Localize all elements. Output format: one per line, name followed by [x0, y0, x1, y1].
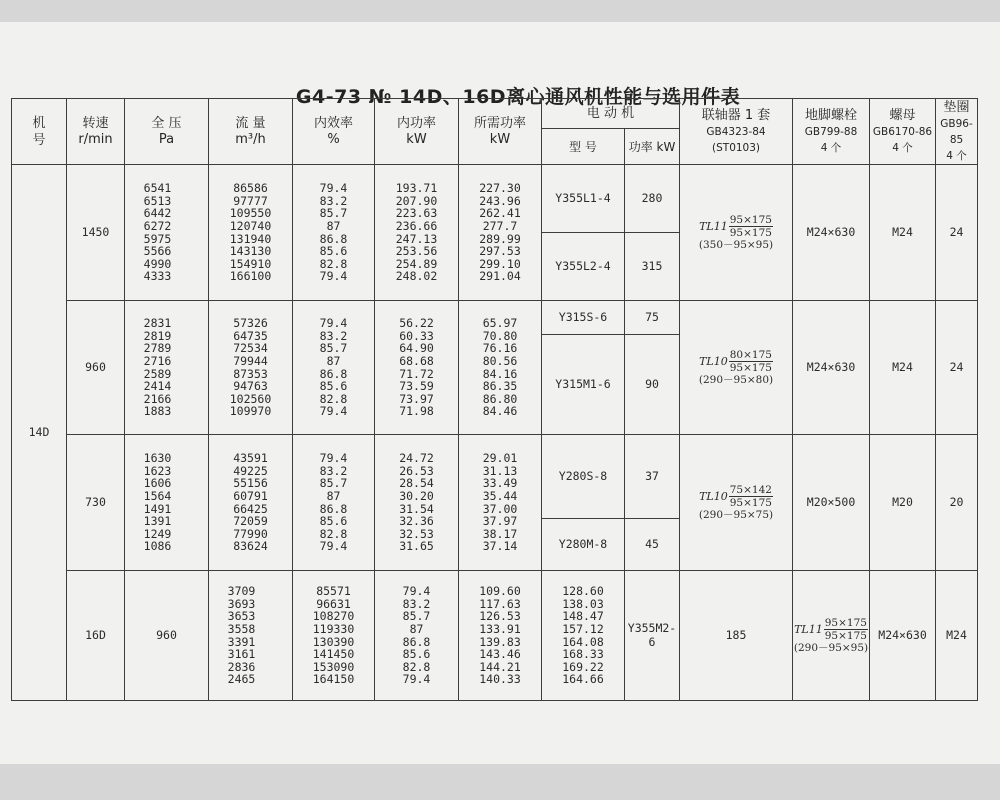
required-power-list	[459, 435, 542, 571]
list-value: 4990	[143, 256, 172, 271]
coupling-prefix: TL10	[699, 354, 728, 368]
table-row	[12, 165, 978, 233]
header-internal-power-label: 内功率	[396, 115, 436, 131]
washer-cell: 24	[936, 301, 978, 435]
list-value: 79.4	[402, 672, 431, 687]
coupling-numerator: 80×175	[729, 349, 772, 361]
list-value: 2789	[143, 341, 172, 356]
coupling-denominator: 95×175	[729, 497, 772, 509]
speed-cell: 1450	[67, 165, 125, 301]
bolt-cell: M24×630	[870, 571, 936, 701]
coupling-fraction	[729, 484, 773, 509]
list-value: 71.72	[399, 366, 434, 381]
coupling-cell	[680, 165, 793, 301]
header-row	[12, 99, 978, 129]
list-value: 193.71	[395, 181, 438, 196]
coupling-fraction	[824, 617, 868, 642]
speed-cell: 730	[67, 435, 125, 571]
coupling-numerator: 75×142	[729, 484, 772, 496]
list-value: 85.7	[319, 341, 348, 356]
efficiency-list	[293, 301, 375, 435]
list-value: 164.66	[562, 672, 604, 687]
list-value: 83.2	[319, 193, 348, 208]
header-washer-label: 垫圈	[943, 99, 970, 115]
pressure-list	[125, 165, 209, 301]
header-coupling-label: 联轴器 1 套	[701, 107, 771, 123]
header-flow-unit: m³/h	[235, 131, 266, 147]
list-value: 49225	[233, 463, 268, 478]
list-value: 3693	[227, 596, 256, 611]
flow-list	[293, 571, 375, 701]
list-value: 108270	[312, 609, 355, 624]
internal-power-list	[375, 301, 459, 435]
internal-power-list	[375, 435, 459, 571]
list-value: 31.65	[399, 539, 434, 554]
list-value: 83.2	[319, 463, 348, 478]
washer-cell: 20	[936, 435, 978, 571]
list-value: 227.30	[479, 181, 521, 196]
list-value: 64.90	[399, 341, 434, 356]
list-value: 79.4	[319, 269, 348, 284]
list-value: 85571	[316, 584, 351, 599]
header-bolt-label: 地脚螺栓	[805, 107, 858, 123]
list-value: 72534	[233, 341, 268, 356]
washer-cell: 24	[936, 165, 978, 301]
list-value: 2589	[143, 366, 172, 381]
list-value: 140.33	[479, 672, 521, 687]
list-value: 85.6	[402, 647, 431, 662]
list-value: 77990	[233, 526, 268, 541]
header-nut-std: GB6170-86	[872, 125, 933, 138]
list-value: 117.63	[479, 596, 521, 611]
coupling-cell	[793, 571, 870, 701]
list-value: 2716	[143, 353, 172, 368]
list-value: 83.2	[319, 328, 348, 343]
bolt-cell: M24×630	[793, 301, 870, 435]
coupling-fraction	[729, 349, 773, 374]
coupling-prefix: TL10	[699, 489, 728, 503]
list-value: 5975	[143, 231, 172, 246]
list-value: 31.54	[399, 501, 434, 516]
list-value: 87	[409, 621, 424, 636]
header-washer-std: GB96-85	[940, 117, 973, 146]
list-value: 3709	[227, 584, 256, 599]
header-internal-power-unit: kW	[406, 131, 427, 147]
flow-list	[209, 301, 293, 435]
motor-power-cell: 90	[625, 335, 680, 435]
list-value: 253.56	[395, 244, 438, 259]
list-value: 289.99	[479, 231, 521, 246]
list-value: 6442	[143, 206, 172, 221]
header-efficiency	[293, 99, 375, 165]
coupling-numerator: 95×175	[824, 617, 867, 629]
page-title: G4-73 № 14D、16D离心通风机性能与选用件表	[295, 86, 741, 108]
list-value: 79.4	[319, 316, 348, 331]
list-value: 2819	[143, 328, 172, 343]
list-value: 86.8	[319, 366, 348, 381]
header-model-no	[12, 99, 67, 165]
list-value: 236.66	[395, 218, 438, 233]
list-value: 96631	[316, 596, 351, 611]
list-value: 2836	[227, 659, 256, 674]
required-power-list	[459, 301, 542, 435]
list-value: 87	[326, 218, 341, 233]
performance-table	[11, 98, 978, 701]
list-value: 94763	[233, 379, 268, 394]
list-value: 68.68	[399, 353, 434, 368]
list-value: 33.49	[482, 476, 518, 491]
list-value: 128.60	[562, 584, 604, 599]
list-value: 87	[326, 353, 341, 368]
list-value: 164150	[312, 672, 355, 687]
list-value: 60791	[233, 488, 268, 503]
table-row	[12, 435, 978, 519]
list-value: 83624	[233, 539, 268, 554]
list-value: 1606	[143, 476, 172, 491]
list-value: 119330	[312, 621, 355, 636]
list-value: 1883	[143, 404, 172, 419]
required-power-list	[459, 165, 542, 301]
header-coupling	[680, 99, 793, 165]
header-nut	[870, 99, 936, 165]
list-value: 28.54	[399, 476, 434, 491]
coupling-denominator: 95×175	[729, 362, 772, 374]
header-nut-label: 螺母	[889, 107, 916, 123]
motor-model-cell: Y355M2-6	[625, 571, 680, 701]
list-value: 4333	[143, 269, 172, 284]
list-value: 102560	[229, 391, 272, 406]
motor-model-cell: Y315S-6	[542, 301, 625, 335]
list-value: 157.12	[562, 621, 604, 636]
list-value: 32.36	[399, 514, 434, 529]
list-value: 73.97	[399, 391, 434, 406]
list-value: 3391	[227, 634, 256, 649]
list-value: 37.00	[482, 501, 518, 516]
list-value: 248.02	[395, 269, 438, 284]
list-value: 141450	[312, 647, 355, 662]
list-value: 120740	[229, 218, 272, 233]
list-value: 1086	[143, 539, 172, 554]
pressure-list	[209, 571, 293, 701]
list-value: 1630	[143, 451, 172, 466]
list-value: 2465	[227, 672, 256, 687]
list-value: 153090	[312, 659, 355, 674]
header-speed-unit: r/min	[78, 131, 113, 147]
list-value: 85.7	[319, 476, 348, 491]
flow-list	[209, 165, 293, 301]
list-value: 126.53	[479, 609, 521, 624]
list-value: 31.13	[482, 463, 518, 478]
list-value: 297.53	[479, 244, 521, 259]
list-value: 85.7	[319, 206, 348, 221]
list-value: 3653	[227, 609, 256, 624]
list-value: 154910	[229, 256, 272, 271]
header-required-power-label: 所需功率	[473, 115, 526, 131]
header-efficiency-unit: %	[327, 131, 340, 147]
list-value: 79.4	[402, 584, 431, 599]
list-value: 71.98	[399, 404, 434, 419]
list-value: 79.4	[319, 404, 348, 419]
header-washer	[936, 99, 978, 165]
table-row	[12, 571, 978, 701]
header-required-power	[459, 99, 542, 165]
list-value: 82.8	[319, 526, 348, 541]
list-value: 85.7	[402, 609, 431, 624]
header-model-no-label: 机 号	[32, 115, 46, 148]
list-value: 86586	[233, 181, 268, 196]
header-flow-label: 流 量	[235, 115, 266, 131]
table-row	[12, 301, 978, 335]
list-value: 139.83	[479, 634, 521, 649]
list-value: 168.33	[562, 647, 604, 662]
list-value: 64735	[233, 328, 268, 343]
header-motor-power: 功率 kW	[625, 129, 680, 165]
coupling-denominator: 95×175	[729, 227, 772, 239]
nut-cell: M20	[870, 435, 936, 571]
list-value: 86.8	[319, 501, 348, 516]
list-value: 84.46	[482, 404, 518, 419]
motor-model-cell: Y315M1-6	[542, 335, 625, 435]
machine-cell: 14D	[12, 165, 67, 701]
list-value: 109970	[229, 404, 272, 419]
flow-list	[209, 435, 293, 571]
list-value: 3558	[227, 621, 256, 636]
list-value: 37.97	[482, 514, 518, 529]
list-value: 169.22	[562, 659, 604, 674]
list-value: 243.96	[479, 193, 521, 208]
list-value: 166100	[229, 269, 272, 284]
header-washer-qty: 4 个	[946, 149, 967, 162]
nut-cell: M24	[936, 571, 978, 701]
coupling-cell	[680, 301, 793, 435]
list-value: 55156	[233, 476, 268, 491]
list-value: 1391	[143, 514, 172, 529]
required-power-list	[542, 571, 625, 701]
internal-power-list	[375, 165, 459, 301]
list-value: 38.17	[482, 526, 518, 541]
coupling-cell	[680, 435, 793, 571]
header-nut-qty: 4 个	[892, 141, 913, 154]
list-value: 85.6	[319, 244, 348, 259]
list-value: 207.90	[395, 193, 438, 208]
list-value: 56.22	[399, 316, 434, 331]
list-value: 82.8	[319, 391, 348, 406]
list-value: 3161	[227, 647, 256, 662]
list-value: 1491	[143, 501, 172, 516]
coupling-prefix: TL11	[699, 219, 728, 233]
list-value: 83.2	[402, 596, 431, 611]
list-value: 24.72	[399, 451, 434, 466]
efficiency-list	[375, 571, 459, 701]
list-value: 291.04	[479, 269, 521, 284]
list-value: 2166	[143, 391, 172, 406]
list-value: 254.89	[395, 256, 438, 271]
list-value: 144.21	[479, 659, 521, 674]
list-value: 1249	[143, 526, 172, 541]
list-value: 65.97	[482, 316, 518, 331]
header-speed	[67, 99, 125, 165]
list-value: 60.33	[399, 328, 434, 343]
header-motor: 电 动 机	[542, 99, 680, 129]
header-coupling-std: GB4323-84	[706, 125, 766, 138]
list-value: 262.41	[479, 206, 521, 221]
machine-cell: 16D	[67, 571, 125, 701]
list-value: 277.7	[482, 218, 518, 233]
bolt-cell: M24×630	[793, 165, 870, 301]
speed-cell: 960	[125, 571, 209, 701]
header-internal-power	[375, 99, 459, 165]
pressure-list	[125, 301, 209, 435]
list-value: 87	[326, 488, 341, 503]
header-flow	[209, 99, 293, 165]
list-value: 130390	[312, 634, 355, 649]
list-value: 79944	[233, 353, 268, 368]
header-bolt-std: GB799-88	[804, 125, 858, 138]
motor-power-cell: 45	[625, 519, 680, 571]
coupling-denominator: 95×175	[824, 630, 867, 642]
header-coupling-std2: (ST0103)	[712, 141, 761, 154]
motor-power-cell: 37	[625, 435, 680, 519]
motor-model-cell: Y280S-8	[542, 435, 625, 519]
header-bolt-qty: 4 个	[820, 141, 842, 154]
bolt-cell: M20×500	[793, 435, 870, 571]
list-value: 109550	[229, 206, 272, 221]
coupling-prefix: TL11	[794, 622, 823, 636]
list-value: 82.8	[402, 659, 431, 674]
header-required-power-unit: kW	[489, 131, 511, 147]
list-value: 76.16	[482, 341, 518, 356]
list-value: 86.80	[482, 391, 518, 406]
internal-power-list	[459, 571, 542, 701]
list-value: 85.6	[319, 514, 348, 529]
list-value: 73.59	[399, 379, 434, 394]
list-value: 79.4	[319, 539, 348, 554]
list-value: 1564	[143, 488, 172, 503]
list-value: 79.4	[319, 181, 348, 196]
list-value: 80.56	[482, 353, 518, 368]
header-pressure-label: 全 压	[151, 115, 182, 131]
motor-model-cell: Y355L2-4	[542, 233, 625, 301]
header-bolt	[793, 99, 870, 165]
list-value: 2414	[143, 379, 172, 394]
motor-model-cell: Y280M-8	[542, 519, 625, 571]
list-value: 5566	[143, 244, 172, 259]
efficiency-list	[293, 165, 375, 301]
list-value: 32.53	[399, 526, 434, 541]
list-value: 29.01	[482, 451, 518, 466]
list-value: 57326	[233, 316, 268, 331]
list-value: 299.10	[479, 256, 521, 271]
list-value: 131940	[229, 231, 272, 246]
list-value: 26.53	[399, 463, 434, 478]
list-value: 66425	[233, 501, 268, 516]
list-value: 85.6	[319, 379, 348, 394]
header-motor-model: 型 号	[542, 129, 625, 165]
list-value: 164.08	[562, 634, 604, 649]
list-value: 6513	[143, 193, 172, 208]
list-value: 133.91	[479, 621, 521, 636]
header-speed-label: 转速	[82, 115, 109, 131]
efficiency-list	[293, 435, 375, 571]
motor-power-cell: 185	[680, 571, 793, 701]
list-value: 43591	[233, 451, 268, 466]
list-value: 70.80	[482, 328, 518, 343]
list-value: 84.16	[482, 366, 518, 381]
list-value: 30.20	[399, 488, 434, 503]
motor-power-cell: 315	[625, 233, 680, 301]
coupling-size: (350－95×95)	[698, 239, 774, 251]
list-value: 86.8	[319, 231, 348, 246]
motor-power-cell: 280	[625, 165, 680, 233]
coupling-size: (290－95×75)	[698, 509, 774, 521]
list-value: 87353	[233, 366, 268, 381]
list-value: 2831	[143, 316, 172, 331]
list-value: 138.03	[562, 596, 604, 611]
list-value: 72059	[233, 514, 268, 529]
nut-cell: M24	[870, 165, 936, 301]
list-value: 79.4	[319, 451, 348, 466]
list-value: 148.47	[562, 609, 604, 624]
header-pressure	[125, 99, 209, 165]
pressure-list	[125, 435, 209, 571]
header-efficiency-label: 内效率	[313, 115, 353, 131]
list-value: 247.13	[395, 231, 438, 246]
list-value: 6272	[143, 218, 172, 233]
list-value: 143.46	[479, 647, 521, 662]
coupling-fraction	[729, 214, 773, 239]
list-value: 86.35	[482, 379, 518, 394]
list-value: 82.8	[319, 256, 348, 271]
list-value: 1623	[143, 463, 172, 478]
list-value: 97777	[233, 193, 268, 208]
list-value: 109.60	[479, 584, 521, 599]
coupling-size: (290－95×95)	[793, 642, 869, 654]
nut-cell: M24	[870, 301, 936, 435]
speed-cell: 960	[67, 301, 125, 435]
list-value: 37.14	[482, 539, 518, 554]
header-pressure-unit: Pa	[158, 131, 175, 147]
list-value: 86.8	[402, 634, 431, 649]
coupling-numerator: 95×175	[729, 214, 772, 226]
list-value: 223.63	[395, 206, 438, 221]
coupling-size: (290－95×80)	[698, 374, 774, 386]
list-value: 143130	[229, 244, 272, 259]
motor-model-cell: Y355L1-4	[542, 165, 625, 233]
list-value: 6541	[143, 181, 172, 196]
list-value: 35.44	[482, 488, 518, 503]
motor-power-cell: 75	[625, 301, 680, 335]
